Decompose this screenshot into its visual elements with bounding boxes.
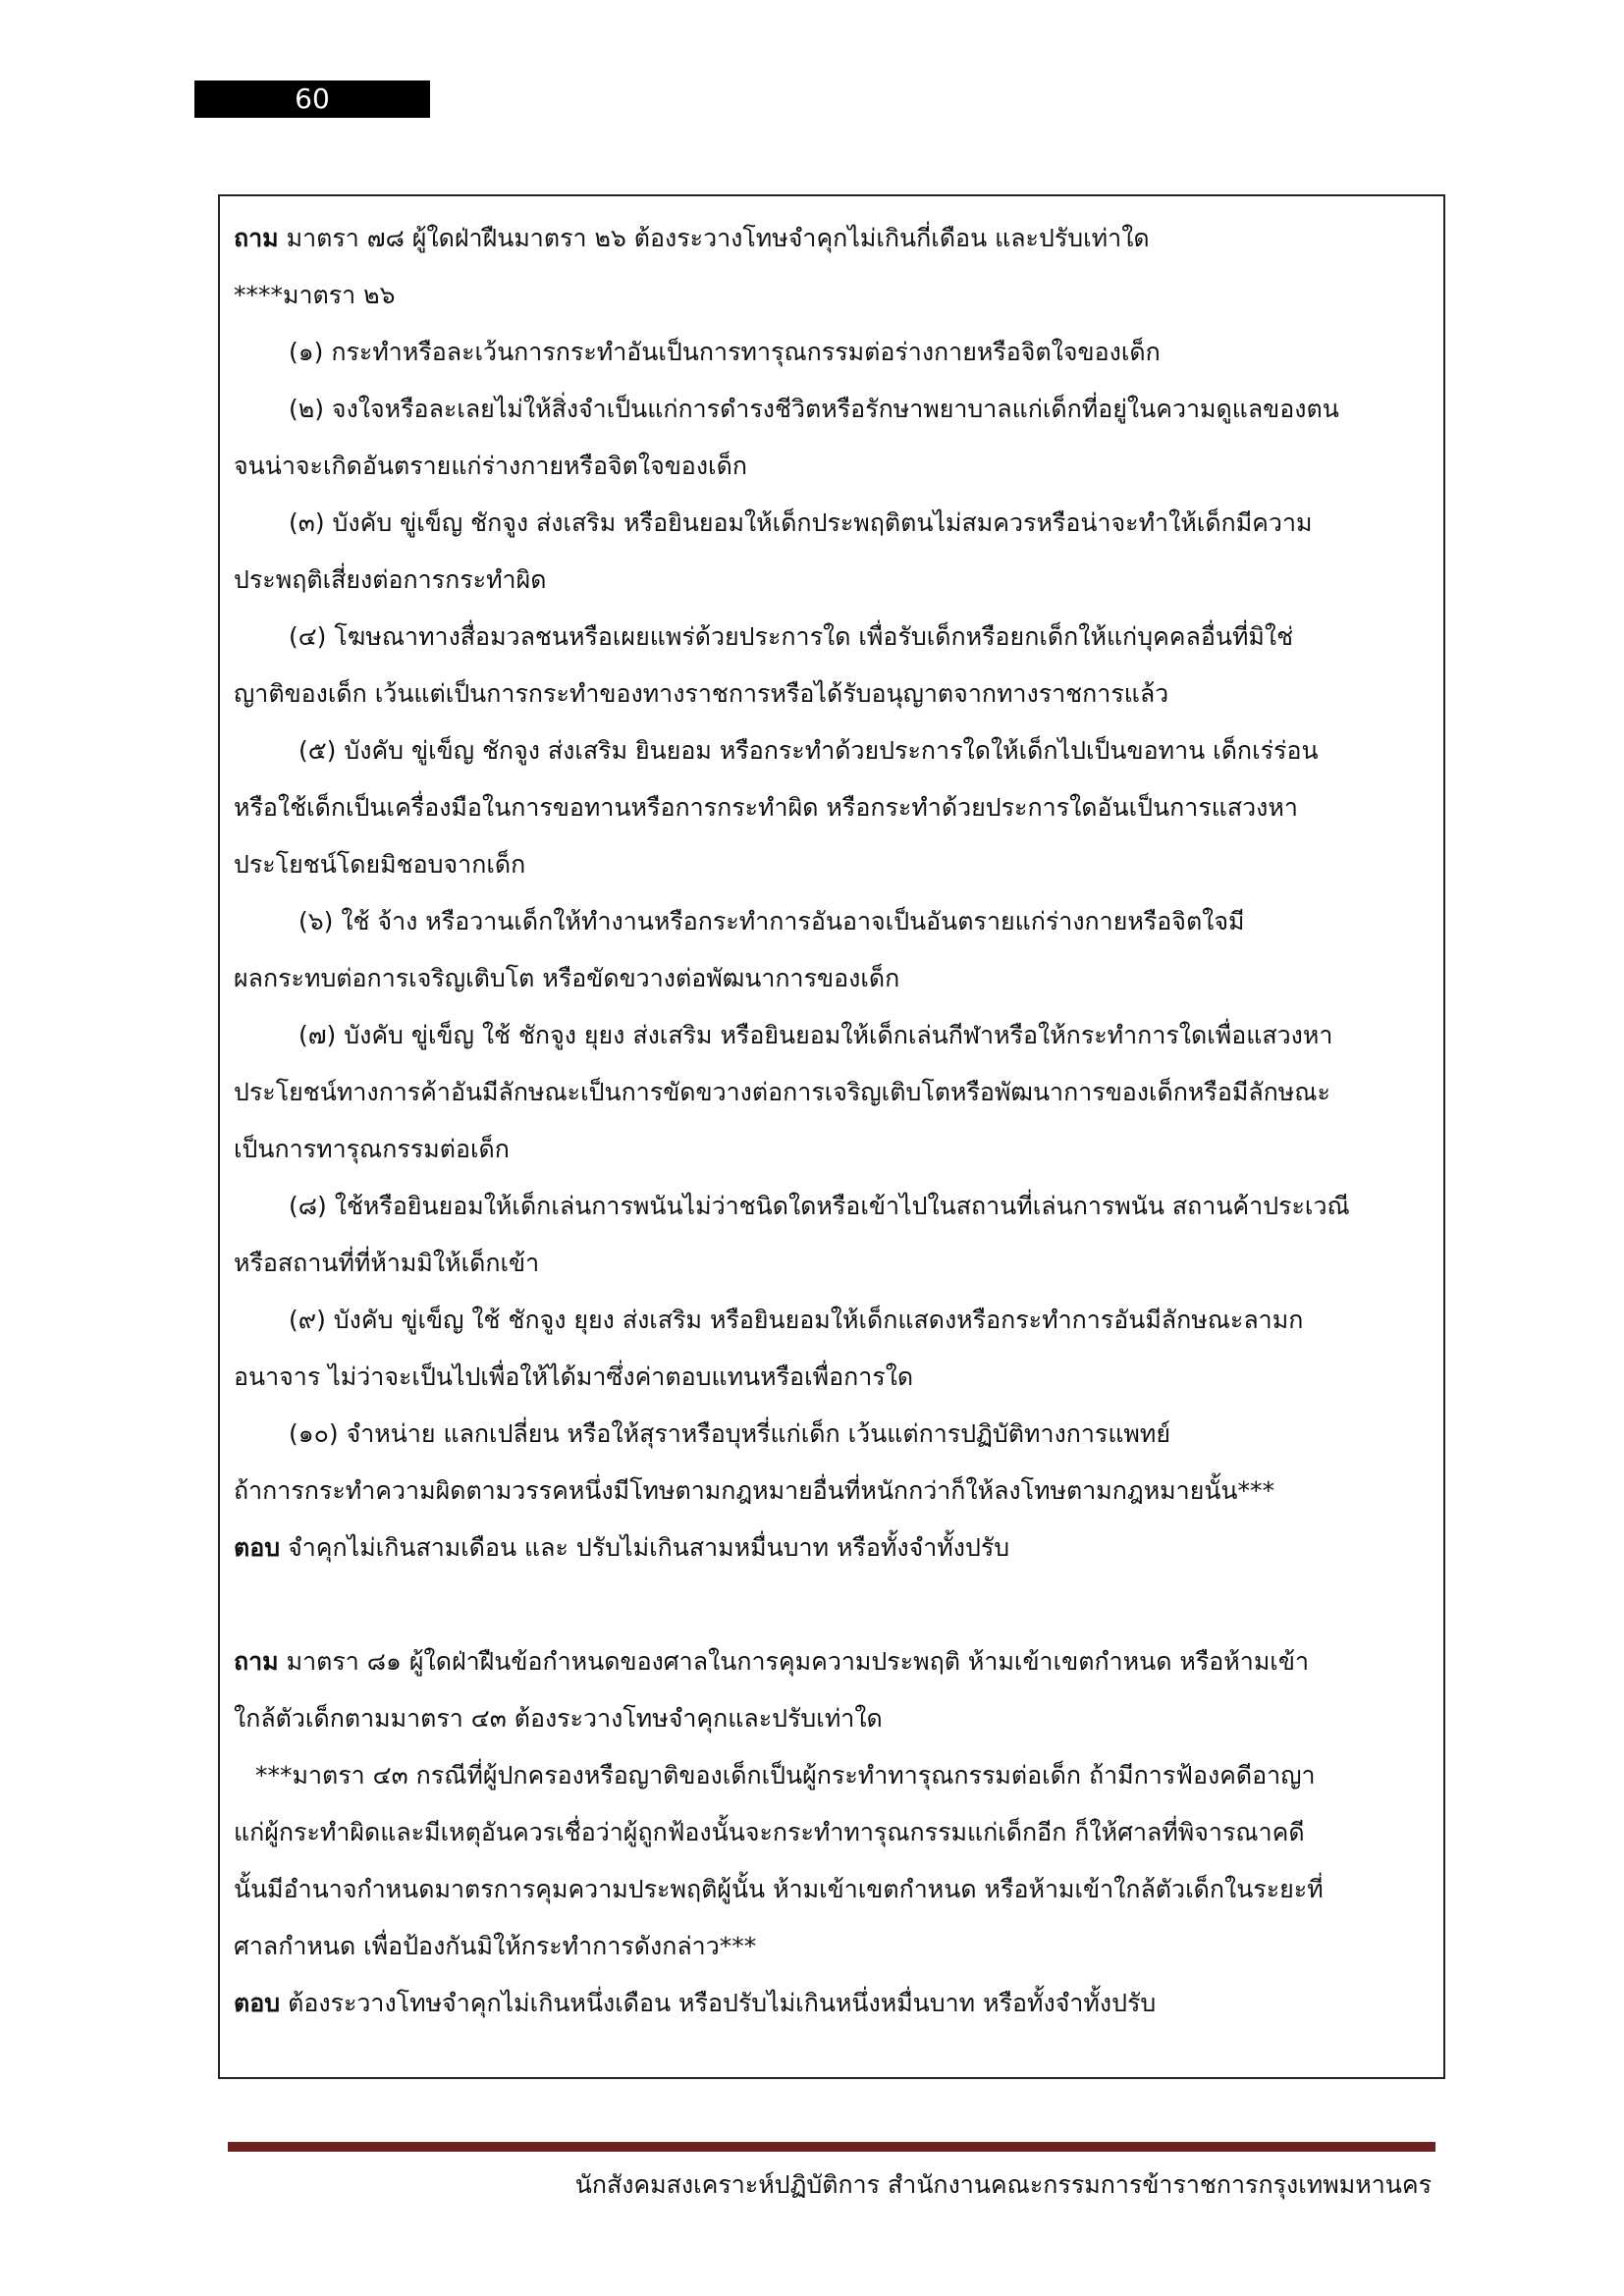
note-line-3: นั้นมีอำนาจกำหนดมาตรการคุมความประพฤติผู้นั้น ห้ามเข้าเขตกำหนด หรือห้ามเข้าใกล้ตัวเด็กในระยะที่ xyxy=(234,1875,1324,1903)
item-8-line-2: หรือสถานที่ที่ห้ามมิให้เด็กเข้า xyxy=(234,1249,540,1277)
question-1 xyxy=(234,210,1430,267)
answer-text: ต้องระวางโทษจำคุกไม่เกินหนึ่งเดือน หรือปรับไม่เกินหนึ่งหมื่นบาท หรือทั้งจำทั้งปรับ xyxy=(288,1989,1157,2017)
item-5-line-2: หรือใช้เด็กเป็นเครื่องมือในการขอทานหรือการกระทำผิด หรือกระทำด้วยประการใดอันเป็นการแสวงหา xyxy=(234,793,1298,822)
item-9-line-1: (๙) บังคับ ขู่เข็ญ ใช้ ชักจูง ยุยง ส่งเสริม หรือยินยอมให้เด็กแสดงหรือกระทำการอันมีลักษณะลามก xyxy=(289,1306,1304,1334)
question-2-line-2: ใกล้ตัวเด็กตามมาตรา ๔๓ ต้องระวางโทษจำคุกและปรับเท่าใด xyxy=(234,1704,883,1733)
reference-heading: ****มาตรา ๒๖ xyxy=(234,281,396,309)
note-line-4: ศาลกำหนด เพื่อป้องกันมิให้กระทำการดังกล่าว*** xyxy=(234,1932,757,1960)
answer-label: ตอบ xyxy=(234,1533,281,1562)
question-label: ถาม xyxy=(234,1647,279,1676)
question-text: มาตรา ๘๑ ผู้ใดฝ่าฝืนข้อกำหนดของศาลในการคุมความประพฤติ ห้ามเข้าเขตกำหนด หรือห้ามเข้า xyxy=(286,1647,1309,1676)
item-7-line-2: ประโยชน์ทางการค้าอันมีลักษณะเป็นการขัดขวางต่อการเจริญเติบโตหรือพัฒนาการของเด็กหรือมีลักษณะ xyxy=(234,1078,1330,1106)
item-5-line-3: ประโยชน์โดยมิชอบจากเด็ก xyxy=(234,850,526,879)
footer-text: นักสังคมสงเคราะห์ปฏิบัติการ สำนักงานคณะกรรมการข้าราชการกรุงเทพมหานคร xyxy=(574,2170,1432,2199)
note-line-2: แก่ผู้กระทำผิดและมีเหตุอันควรเชื่อว่าผู้ถูกฟ้องนั้นจะกระทำทารุณกรรมแก่เด็กอีก ก็ให้ศาลที่พิจารณาคดี xyxy=(234,1818,1305,1846)
note-line-1: ***มาตรา ๔๓ กรณีที่ผู้ปกครองหรือญาติของเด็กเป็นผู้กระทำทารุณกรรมต่อเด็ก ถ้ามีการฟ้องคดีอาญา xyxy=(255,1761,1316,1789)
item-6-line-1: (๖) ใช้ จ้าง หรือวานเด็กให้ทำงานหรือกระทำการอันอาจเป็นอันตรายแก่ร่างกายหรือจิตใจมี xyxy=(298,907,1245,935)
item-7-line-3: เป็นการทารุณกรรมต่อเด็ก xyxy=(234,1135,510,1163)
footer-rule xyxy=(228,2142,1435,2152)
question-label: ถาม xyxy=(234,224,279,252)
section-gap xyxy=(234,1576,1430,1633)
item-7-line-1: (๗) บังคับ ขู่เข็ญ ใช้ ชักจูง ยุยง ส่งเสริม หรือยินยอมให้เด็กเล่นกีฬาหรือให้กระทำการใดเพื่อแสวงหา xyxy=(298,1021,1333,1049)
page-number: 60 xyxy=(194,80,430,118)
item-3-line-1: (๓) บังคับ ขู่เข็ญ ชักจูง ส่งเสริม หรือยินยอมให้เด็กประพฤติตนไม่สมควรหรือน่าจะทำให้เด็กมีความ xyxy=(289,508,1313,537)
answer-2 xyxy=(234,1975,1430,2032)
item-3-line-2: ประพฤติเสี่ยงต่อการกระทำผิด xyxy=(234,565,547,594)
item-4-line-2: ญาติของเด็ก เว้นแต่เป็นการกระทำของทางราชการหรือได้รับอนุญาตจากทางราชการแล้ว xyxy=(234,679,1169,708)
answer-label: ตอบ xyxy=(234,1989,281,2017)
item-2-line-1: (๒) จงใจหรือละเลยไม่ให้สิ่งจำเป็นแก่การดำรงชีวิตหรือรักษาพยาบาลแก่เด็กที่อยู่ในความดูแลของตน xyxy=(289,395,1339,423)
item-10-line-1: (๑๐) จำหน่าย แลกเปลี่ยน หรือให้สุราหรือบุหรี่แก่เด็ก เว้นแต่การปฏิบัติทางการแพทย์ xyxy=(289,1419,1171,1448)
answer-text: จำคุกไม่เกินสามเดือน และ ปรับไม่เกินสามหมื่นบาท หรือทั้งจำทั้งปรับ xyxy=(288,1533,1010,1562)
item-5-line-1: (๕) บังคับ ขู่เข็ญ ชักจูง ส่งเสริม ยินยอม หรือกระทำด้วยประการใดให้เด็กไปเป็นขอทาน เด็กเร่ร่อน xyxy=(298,736,1319,765)
question-text: มาตรา ๗๘ ผู้ใดฝ่าฝืนมาตรา ๒๖ ต้องระวางโทษจำคุกไม่เกินกี่เดือน และปรับเท่าใด xyxy=(286,224,1150,252)
qa-box xyxy=(218,194,1445,2079)
item-4-line-1: (๔) โฆษณาทางสื่อมวลชนหรือเผยแพร่ด้วยประการใด เพื่อรับเด็กหรือยกเด็กให้แก่บุคคลอื่นที่มิใช่ xyxy=(289,622,1294,651)
item-2-line-2: จนน่าจะเกิดอันตรายแก่ร่างกายหรือจิตใจของเด็ก xyxy=(234,452,747,480)
closing-note: ถ้าการกระทำความผิดตามวรรคหนึ่งมีโทษตามกฎหมายอื่นที่หนักกว่าก็ให้ลงโทษตามกฎหมายนั้น*** xyxy=(234,1476,1275,1505)
item-1-line-1: (๑) กระทำหรือละเว้นการกระทำอันเป็นการทารุณกรรมต่อร่างกายหรือจิตใจของเด็ก xyxy=(289,338,1161,366)
question-2 xyxy=(234,1633,1430,1690)
answer-1 xyxy=(234,1520,1430,1576)
item-6-line-2: ผลกระทบต่อการเจริญเติบโต หรือขัดขวางต่อพัฒนาการของเด็ก xyxy=(234,964,900,992)
item-9-line-2: อนาจาร ไม่ว่าจะเป็นไปเพื่อให้ได้มาซึ่งค่าตอบแทนหรือเพื่อการใด xyxy=(234,1362,914,1391)
item-8-line-1: (๘) ใช้หรือยินยอมให้เด็กเล่นการพนันไม่ว่าชนิดใดหรือเข้าไปในสถานที่เล่นการพนัน สถานค้าประเวณี xyxy=(289,1192,1350,1220)
